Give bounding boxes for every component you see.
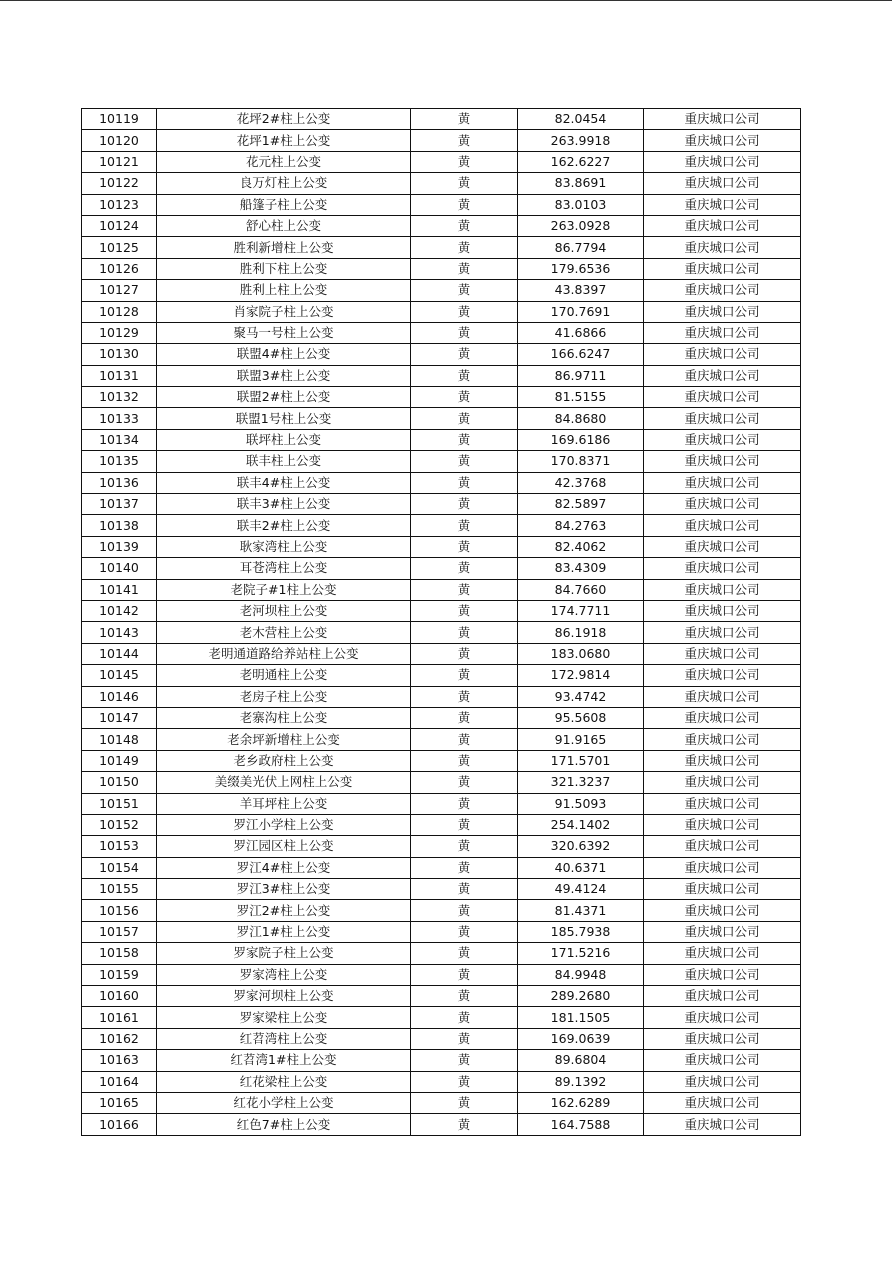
company-cell: 重庆城口公司: [644, 814, 801, 835]
table-row: [82, 515, 801, 536]
level-cell: 黄: [411, 215, 518, 236]
company-cell: 重庆城口公司: [644, 536, 801, 557]
company-cell: 重庆城口公司: [644, 921, 801, 942]
table-row: [82, 943, 801, 964]
station-name-cell: 红花梁柱上公变: [157, 1071, 411, 1092]
level-cell: 黄: [411, 986, 518, 1007]
value-cell: 86.7794: [518, 237, 644, 258]
value-cell: 183.0680: [518, 643, 644, 664]
level-cell: 黄: [411, 579, 518, 600]
table-row: [82, 600, 801, 621]
level-cell: 黄: [411, 686, 518, 707]
row-id-cell: 10165: [82, 1092, 157, 1113]
station-name-cell: 老河坝柱上公变: [157, 600, 411, 621]
value-cell: 179.6536: [518, 258, 644, 279]
level-cell: 黄: [411, 130, 518, 151]
row-id-cell: 10120: [82, 130, 157, 151]
level-cell: 黄: [411, 558, 518, 579]
value-cell: 169.0639: [518, 1028, 644, 1049]
company-cell: 重庆城口公司: [644, 173, 801, 194]
table-row: [82, 429, 801, 450]
value-cell: 42.3768: [518, 472, 644, 493]
row-id-cell: 10133: [82, 408, 157, 429]
table-row: [82, 1028, 801, 1049]
table-row: [82, 814, 801, 835]
company-cell: 重庆城口公司: [644, 857, 801, 878]
value-cell: 89.1392: [518, 1071, 644, 1092]
table-row: [82, 729, 801, 750]
table-row: [82, 1007, 801, 1028]
company-cell: 重庆城口公司: [644, 322, 801, 343]
table-row: [82, 130, 801, 151]
station-name-cell: 花元柱上公变: [157, 151, 411, 172]
company-cell: 重庆城口公司: [644, 707, 801, 728]
row-id-cell: 10150: [82, 772, 157, 793]
station-name-cell: 红色7#柱上公变: [157, 1114, 411, 1135]
table-row: [82, 964, 801, 985]
level-cell: 黄: [411, 707, 518, 728]
level-cell: 黄: [411, 643, 518, 664]
value-cell: 82.4062: [518, 536, 644, 557]
level-cell: 黄: [411, 793, 518, 814]
value-cell: 83.4309: [518, 558, 644, 579]
company-cell: 重庆城口公司: [644, 258, 801, 279]
row-id-cell: 10154: [82, 857, 157, 878]
value-cell: 40.6371: [518, 857, 644, 878]
table-row: [82, 1114, 801, 1135]
level-cell: 黄: [411, 1050, 518, 1071]
row-id-cell: 10139: [82, 536, 157, 557]
station-name-cell: 舒心柱上公变: [157, 215, 411, 236]
row-id-cell: 10153: [82, 836, 157, 857]
station-name-cell: 联盟2#柱上公变: [157, 387, 411, 408]
company-cell: 重庆城口公司: [644, 237, 801, 258]
table-row: [82, 1071, 801, 1092]
value-cell: 162.6227: [518, 151, 644, 172]
row-id-cell: 10145: [82, 665, 157, 686]
company-cell: 重庆城口公司: [644, 1071, 801, 1092]
table-row: [82, 857, 801, 878]
station-name-cell: 罗江园区柱上公变: [157, 836, 411, 857]
station-name-cell: 罗江3#柱上公变: [157, 879, 411, 900]
company-cell: 重庆城口公司: [644, 772, 801, 793]
row-id-cell: 10156: [82, 900, 157, 921]
level-cell: 黄: [411, 836, 518, 857]
table-row: [82, 194, 801, 215]
table-row: [82, 387, 801, 408]
company-cell: 重庆城口公司: [644, 1050, 801, 1071]
level-cell: 黄: [411, 451, 518, 472]
station-name-cell: 胜利新增柱上公变: [157, 237, 411, 258]
level-cell: 黄: [411, 280, 518, 301]
table-row: [82, 344, 801, 365]
row-id-cell: 10130: [82, 344, 157, 365]
value-cell: 185.7938: [518, 921, 644, 942]
company-cell: 重庆城口公司: [644, 408, 801, 429]
value-cell: 81.4371: [518, 900, 644, 921]
station-name-cell: 老明通道路给养站柱上公变: [157, 643, 411, 664]
station-name-cell: 红花小学柱上公变: [157, 1092, 411, 1113]
value-cell: 172.9814: [518, 665, 644, 686]
level-cell: 黄: [411, 964, 518, 985]
company-cell: 重庆城口公司: [644, 280, 801, 301]
value-cell: 166.6247: [518, 344, 644, 365]
level-cell: 黄: [411, 750, 518, 771]
station-name-cell: 罗家湾柱上公变: [157, 964, 411, 985]
value-cell: 83.8691: [518, 173, 644, 194]
row-id-cell: 10140: [82, 558, 157, 579]
level-cell: 黄: [411, 772, 518, 793]
row-id-cell: 10134: [82, 429, 157, 450]
station-name-cell: 联丰柱上公变: [157, 451, 411, 472]
company-cell: 重庆城口公司: [644, 1114, 801, 1135]
station-name-cell: 联盟1号柱上公变: [157, 408, 411, 429]
station-name-cell: 耳苍湾柱上公变: [157, 558, 411, 579]
company-cell: 重庆城口公司: [644, 836, 801, 857]
row-id-cell: 10129: [82, 322, 157, 343]
station-name-cell: 红苕湾柱上公变: [157, 1028, 411, 1049]
value-cell: 170.7691: [518, 301, 644, 322]
table-row: [82, 472, 801, 493]
level-cell: 黄: [411, 429, 518, 450]
value-cell: 84.8680: [518, 408, 644, 429]
station-name-cell: 罗家梁柱上公变: [157, 1007, 411, 1028]
company-cell: 重庆城口公司: [644, 900, 801, 921]
company-cell: 重庆城口公司: [644, 151, 801, 172]
company-cell: 重庆城口公司: [644, 1007, 801, 1028]
value-cell: 169.6186: [518, 429, 644, 450]
table-row: [82, 280, 801, 301]
station-name-cell: 胜利下柱上公变: [157, 258, 411, 279]
row-id-cell: 10160: [82, 986, 157, 1007]
row-id-cell: 10149: [82, 750, 157, 771]
transformer-table: [81, 108, 801, 1136]
row-id-cell: 10138: [82, 515, 157, 536]
row-id-cell: 10159: [82, 964, 157, 985]
row-id-cell: 10128: [82, 301, 157, 322]
table-row: [82, 793, 801, 814]
company-cell: 重庆城口公司: [644, 344, 801, 365]
table-row: [82, 494, 801, 515]
level-cell: 黄: [411, 622, 518, 643]
table-row: [82, 258, 801, 279]
level-cell: 黄: [411, 237, 518, 258]
row-id-cell: 10119: [82, 109, 157, 130]
table-row: [82, 879, 801, 900]
company-cell: 重庆城口公司: [644, 600, 801, 621]
level-cell: 黄: [411, 301, 518, 322]
value-cell: 84.9948: [518, 964, 644, 985]
row-id-cell: 10166: [82, 1114, 157, 1135]
station-name-cell: 耿家湾柱上公变: [157, 536, 411, 557]
value-cell: 84.7660: [518, 579, 644, 600]
row-id-cell: 10162: [82, 1028, 157, 1049]
row-id-cell: 10124: [82, 215, 157, 236]
value-cell: 321.3237: [518, 772, 644, 793]
level-cell: 黄: [411, 857, 518, 878]
table-body: [82, 109, 801, 1136]
company-cell: 重庆城口公司: [644, 665, 801, 686]
company-cell: 重庆城口公司: [644, 729, 801, 750]
station-name-cell: 老乡政府柱上公变: [157, 750, 411, 771]
level-cell: 黄: [411, 900, 518, 921]
station-name-cell: 联坪柱上公变: [157, 429, 411, 450]
station-name-cell: 花坪2#柱上公变: [157, 109, 411, 130]
company-cell: 重庆城口公司: [644, 1092, 801, 1113]
table-row: [82, 408, 801, 429]
value-cell: 93.4742: [518, 686, 644, 707]
company-cell: 重庆城口公司: [644, 194, 801, 215]
table-row: [82, 986, 801, 1007]
station-name-cell: 船篷子柱上公变: [157, 194, 411, 215]
value-cell: 86.9711: [518, 365, 644, 386]
station-name-cell: 老房子柱上公变: [157, 686, 411, 707]
row-id-cell: 10147: [82, 707, 157, 728]
row-id-cell: 10123: [82, 194, 157, 215]
value-cell: 263.9918: [518, 130, 644, 151]
table-row: [82, 151, 801, 172]
station-name-cell: 聚马一号柱上公变: [157, 322, 411, 343]
level-cell: 黄: [411, 258, 518, 279]
row-id-cell: 10161: [82, 1007, 157, 1028]
station-name-cell: 花坪1#柱上公变: [157, 130, 411, 151]
level-cell: 黄: [411, 729, 518, 750]
row-id-cell: 10122: [82, 173, 157, 194]
value-cell: 83.0103: [518, 194, 644, 215]
station-name-cell: 老寨沟柱上公变: [157, 707, 411, 728]
table-row: [82, 215, 801, 236]
value-cell: 89.6804: [518, 1050, 644, 1071]
company-cell: 重庆城口公司: [644, 622, 801, 643]
level-cell: 黄: [411, 515, 518, 536]
table-row: [82, 665, 801, 686]
row-id-cell: 10125: [82, 237, 157, 258]
row-id-cell: 10143: [82, 622, 157, 643]
row-id-cell: 10126: [82, 258, 157, 279]
page-top-border: [0, 0, 892, 1]
value-cell: 162.6289: [518, 1092, 644, 1113]
station-name-cell: 胜利上柱上公变: [157, 280, 411, 301]
level-cell: 黄: [411, 814, 518, 835]
station-name-cell: 联丰2#柱上公变: [157, 515, 411, 536]
level-cell: 黄: [411, 173, 518, 194]
row-id-cell: 10144: [82, 643, 157, 664]
level-cell: 黄: [411, 109, 518, 130]
table-row: [82, 686, 801, 707]
row-id-cell: 10142: [82, 600, 157, 621]
level-cell: 黄: [411, 665, 518, 686]
company-cell: 重庆城口公司: [644, 558, 801, 579]
table-row: [82, 900, 801, 921]
value-cell: 171.5216: [518, 943, 644, 964]
level-cell: 黄: [411, 1007, 518, 1028]
value-cell: 84.2763: [518, 515, 644, 536]
level-cell: 黄: [411, 1114, 518, 1135]
row-id-cell: 10148: [82, 729, 157, 750]
row-id-cell: 10127: [82, 280, 157, 301]
table-row: [82, 772, 801, 793]
table-row: [82, 1092, 801, 1113]
company-cell: 重庆城口公司: [644, 451, 801, 472]
company-cell: 重庆城口公司: [644, 301, 801, 322]
station-name-cell: 联丰4#柱上公变: [157, 472, 411, 493]
level-cell: 黄: [411, 344, 518, 365]
station-name-cell: 红苕湾1#柱上公变: [157, 1050, 411, 1071]
table-row: [82, 921, 801, 942]
company-cell: 重庆城口公司: [644, 215, 801, 236]
row-id-cell: 10155: [82, 879, 157, 900]
value-cell: 289.2680: [518, 986, 644, 1007]
value-cell: 41.6866: [518, 322, 644, 343]
level-cell: 黄: [411, 494, 518, 515]
table-row: [82, 365, 801, 386]
table-row: [82, 451, 801, 472]
company-cell: 重庆城口公司: [644, 643, 801, 664]
row-id-cell: 10137: [82, 494, 157, 515]
table-row: [82, 750, 801, 771]
company-cell: 重庆城口公司: [644, 943, 801, 964]
station-name-cell: 联盟3#柱上公变: [157, 365, 411, 386]
level-cell: 黄: [411, 600, 518, 621]
station-name-cell: 联丰3#柱上公变: [157, 494, 411, 515]
level-cell: 黄: [411, 536, 518, 557]
level-cell: 黄: [411, 1071, 518, 1092]
value-cell: 171.5701: [518, 750, 644, 771]
station-name-cell: 羊耳坪柱上公变: [157, 793, 411, 814]
level-cell: 黄: [411, 194, 518, 215]
value-cell: 181.1505: [518, 1007, 644, 1028]
station-name-cell: 罗家院子柱上公变: [157, 943, 411, 964]
company-cell: 重庆城口公司: [644, 750, 801, 771]
row-id-cell: 10151: [82, 793, 157, 814]
station-name-cell: 老院子#1柱上公变: [157, 579, 411, 600]
row-id-cell: 10163: [82, 1050, 157, 1071]
value-cell: 82.0454: [518, 109, 644, 130]
table-row: [82, 1050, 801, 1071]
table-row: [82, 558, 801, 579]
company-cell: 重庆城口公司: [644, 793, 801, 814]
company-cell: 重庆城口公司: [644, 109, 801, 130]
company-cell: 重庆城口公司: [644, 686, 801, 707]
table-row: [82, 622, 801, 643]
company-cell: 重庆城口公司: [644, 429, 801, 450]
station-name-cell: 肖家院子柱上公变: [157, 301, 411, 322]
value-cell: 82.5897: [518, 494, 644, 515]
row-id-cell: 10135: [82, 451, 157, 472]
row-id-cell: 10164: [82, 1071, 157, 1092]
level-cell: 黄: [411, 1028, 518, 1049]
company-cell: 重庆城口公司: [644, 494, 801, 515]
table-row: [82, 322, 801, 343]
level-cell: 黄: [411, 322, 518, 343]
value-cell: 86.1918: [518, 622, 644, 643]
row-id-cell: 10146: [82, 686, 157, 707]
company-cell: 重庆城口公司: [644, 879, 801, 900]
table-row: [82, 836, 801, 857]
station-name-cell: 老余坪新增柱上公变: [157, 729, 411, 750]
level-cell: 黄: [411, 387, 518, 408]
value-cell: 164.7588: [518, 1114, 644, 1135]
level-cell: 黄: [411, 879, 518, 900]
station-name-cell: 美缀美光伏上网柱上公变: [157, 772, 411, 793]
value-cell: 263.0928: [518, 215, 644, 236]
value-cell: 49.4124: [518, 879, 644, 900]
row-id-cell: 10141: [82, 579, 157, 600]
table-row: [82, 579, 801, 600]
table-row: [82, 643, 801, 664]
station-name-cell: 老明通柱上公变: [157, 665, 411, 686]
level-cell: 黄: [411, 408, 518, 429]
station-name-cell: 罗江4#柱上公变: [157, 857, 411, 878]
company-cell: 重庆城口公司: [644, 472, 801, 493]
row-id-cell: 10157: [82, 921, 157, 942]
value-cell: 91.9165: [518, 729, 644, 750]
table-row: [82, 707, 801, 728]
table-row: [82, 301, 801, 322]
station-name-cell: 罗江2#柱上公变: [157, 900, 411, 921]
table-row: [82, 237, 801, 258]
station-name-cell: 老木营柱上公变: [157, 622, 411, 643]
station-name-cell: 联盟4#柱上公变: [157, 344, 411, 365]
company-cell: 重庆城口公司: [644, 964, 801, 985]
row-id-cell: 10132: [82, 387, 157, 408]
value-cell: 254.1402: [518, 814, 644, 835]
row-id-cell: 10136: [82, 472, 157, 493]
company-cell: 重庆城口公司: [644, 1028, 801, 1049]
table-row: [82, 109, 801, 130]
company-cell: 重庆城口公司: [644, 515, 801, 536]
value-cell: 91.5093: [518, 793, 644, 814]
company-cell: 重庆城口公司: [644, 130, 801, 151]
level-cell: 黄: [411, 151, 518, 172]
value-cell: 170.8371: [518, 451, 644, 472]
company-cell: 重庆城口公司: [644, 387, 801, 408]
station-name-cell: 罗江1#柱上公变: [157, 921, 411, 942]
value-cell: 43.8397: [518, 280, 644, 301]
company-cell: 重庆城口公司: [644, 365, 801, 386]
company-cell: 重庆城口公司: [644, 986, 801, 1007]
level-cell: 黄: [411, 921, 518, 942]
station-name-cell: 罗家河坝柱上公变: [157, 986, 411, 1007]
value-cell: 174.7711: [518, 600, 644, 621]
row-id-cell: 10158: [82, 943, 157, 964]
value-cell: 95.5608: [518, 707, 644, 728]
station-name-cell: 良万灯柱上公变: [157, 173, 411, 194]
level-cell: 黄: [411, 1092, 518, 1113]
company-cell: 重庆城口公司: [644, 579, 801, 600]
value-cell: 81.5155: [518, 387, 644, 408]
row-id-cell: 10152: [82, 814, 157, 835]
level-cell: 黄: [411, 472, 518, 493]
station-name-cell: 罗江小学柱上公变: [157, 814, 411, 835]
value-cell: 320.6392: [518, 836, 644, 857]
table-row: [82, 536, 801, 557]
table-row: [82, 173, 801, 194]
row-id-cell: 10121: [82, 151, 157, 172]
level-cell: 黄: [411, 365, 518, 386]
row-id-cell: 10131: [82, 365, 157, 386]
level-cell: 黄: [411, 943, 518, 964]
